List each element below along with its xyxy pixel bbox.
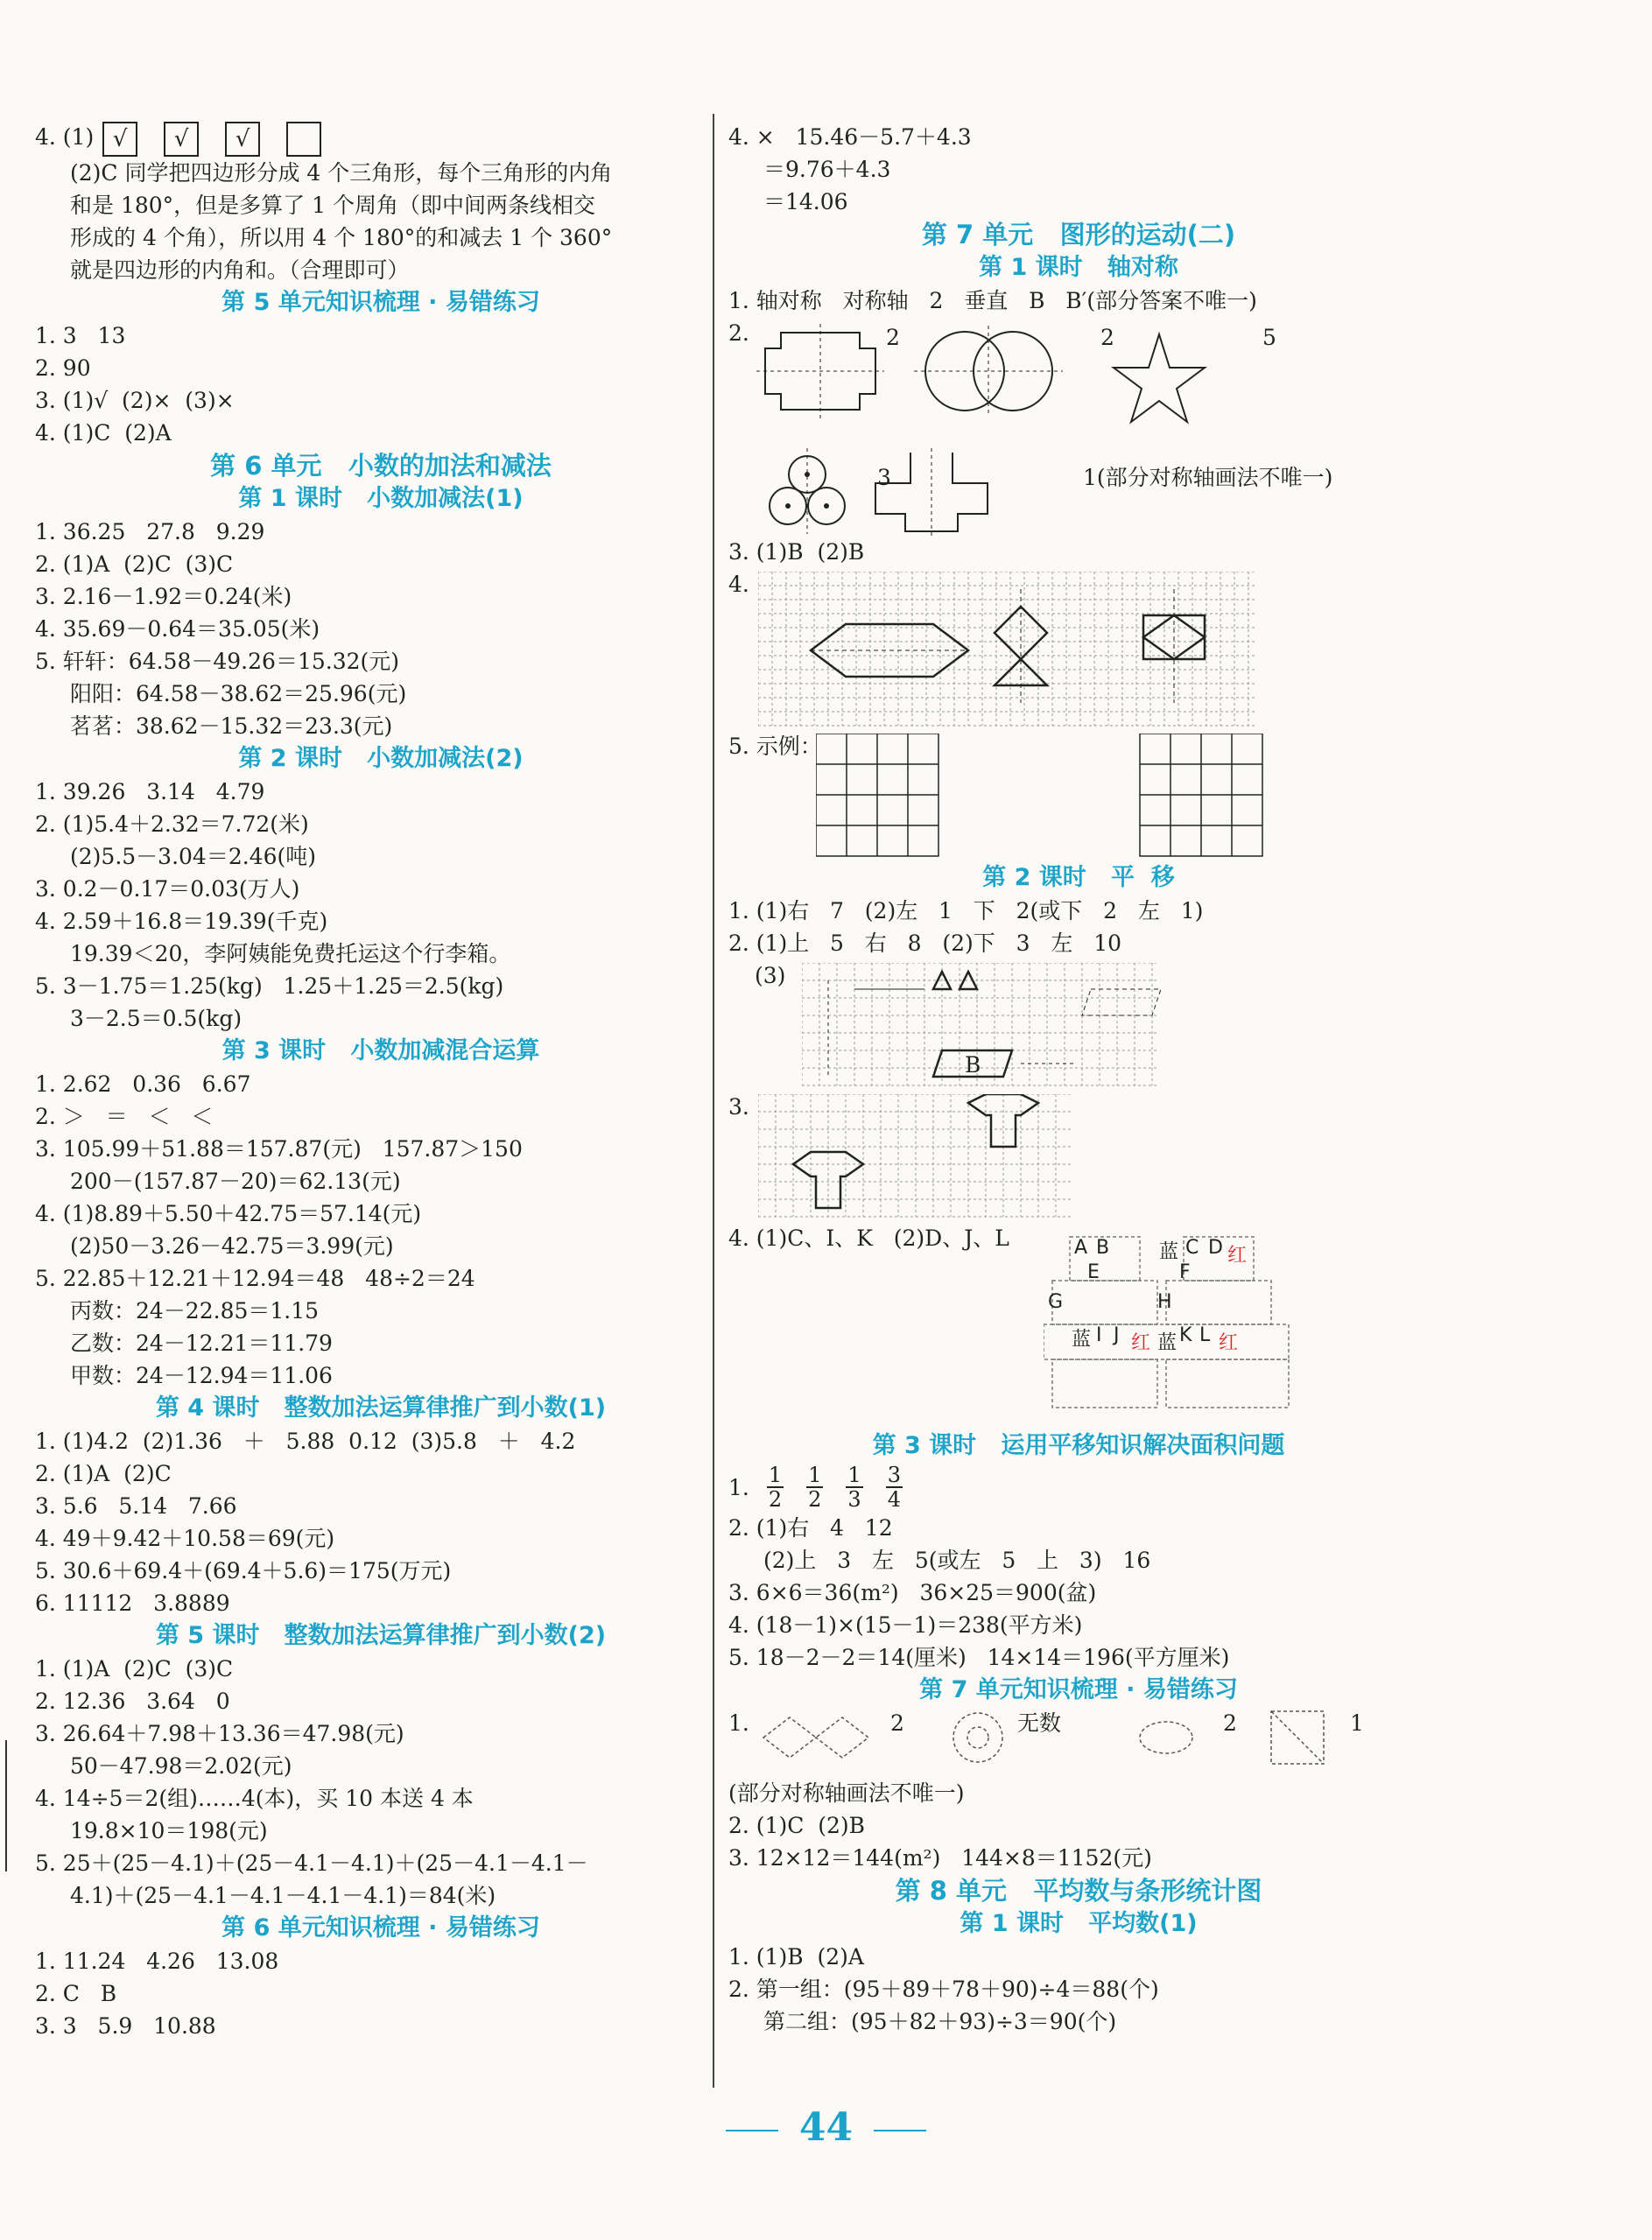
fraction [806,1464,823,1511]
answer-line: 4. (1)C (2)A [35,419,172,446]
answer-box: √ [102,122,137,157]
puzzle-cell-label: 红 [1219,1332,1239,1354]
answer-line: 丙数：24－22.85＝1.15 [70,1297,320,1324]
l1-q2-label: 2. [728,320,749,346]
answer-line: 1. 3 13 [35,322,126,348]
left-column [35,121,727,2042]
answer-line: (2)5.5－3.04＝2.46(吨) [70,843,317,869]
rv-q3: 3. 12×12＝144(m²) 144×8＝1152(元) [728,1845,1152,1871]
fractions [767,1464,925,1511]
r-item-4-step2: ＝9.76＋4.3 [763,157,891,182]
numerator: 1 [768,1463,783,1487]
puzzle-cell-label: 红 [1227,1245,1248,1267]
q2-3-label-b: B [965,1052,981,1078]
l-item-checkboxes [35,121,727,157]
puzzle-cell-label: 蓝 [1157,1332,1177,1354]
denominator: 2 [768,1487,783,1512]
answer-line: (2)C 同学把四边形分成 4 个三角形，每个三角形的内角 [70,159,613,186]
denominator: 2 [808,1487,822,1512]
r-item-4: 4. × 15.46－5.7＋4.3 [728,124,972,150]
answer-line: 2. 90 [35,355,91,381]
answer-line: 形成的 4 个角），所以用 4 个 180°的和减去 1 个 360° [70,224,613,250]
rv-count-2: 无数 [1017,1710,1062,1736]
answer-line: 19.8×10＝198(元) [70,1817,268,1843]
answer-line: 5. 轩轩：64.58－49.26＝15.32(元) [35,648,400,674]
puzzle-cell-label: 蓝 [1159,1241,1179,1263]
answer-line: 5. 30.6＋69.4＋(69.4＋5.6)＝175(万元) [35,1557,452,1583]
page-number-rule [874,2130,926,2131]
unit-8-heading: 第 8 单元 平均数与条形统计图 [895,1876,1262,1906]
answer-line: 2. C B [35,1980,117,2006]
puzzle-cell-label: I [1096,1324,1102,1346]
answer-line: 5. 22.85＋12.21＋12.94＝48 48÷2＝24 [35,1265,475,1291]
page-number-rule [726,2130,778,2131]
l1-q5-label: 5. 示例： [728,734,822,759]
denominator: 3 [847,1487,861,1512]
l1-q1: 1. 轴对称 对称轴 2 垂直 B B′(部分答案不唯一) [728,288,1257,313]
puzzle-cell-label: 蓝 [1072,1329,1092,1351]
answer-line: (2)50－3.26－42.75＝3.99(元) [70,1232,394,1259]
puzzle-cell-label: D [1208,1237,1223,1259]
grid-q4 [758,572,1257,727]
puzzle-cell-label: L [1199,1324,1211,1346]
l2-q2-3-figure [728,959,1429,1091]
answer-box [286,122,321,157]
puzzle-cell-label: F [1179,1261,1191,1283]
heading-heading: 第 6 单元知识梳理 · 易错练习 [221,1913,540,1942]
answer-line: 3. 3 5.9 10.88 [35,2012,216,2039]
grid-q3 [758,1094,1073,1218]
heading-heading: 第 5 单元知识梳理 · 易错练习 [221,288,540,316]
l3-q2b: (2)上 3 左 5(或左 5 上 3) 16 [763,1548,1151,1573]
puzzle-cell-label: J [1114,1324,1120,1346]
lesson-7-1-heading: 第 1 课时 轴对称 [979,254,1178,281]
denominator: 4 [887,1487,901,1512]
symmetry-shapes-svg [728,317,1429,536]
l1-q5-figure [728,730,1429,861]
answer-line: 和是 180°，但是多算了 1 个周角（即中间两条线相交 [70,192,595,218]
answer-line: 4. 2.59＋16.8＝19.39(千克) [35,908,328,934]
item-number: 4. (1) [35,124,95,150]
answer-line: 5. 25＋(25－4.1)＋(25－4.1－4.1)＋(25－4.1－4.1－ [35,1850,588,1876]
heading-heading: 第 3 课时 小数加减混合运算 [221,1036,540,1064]
count-4: 3 [877,465,891,490]
puzzle-cell-label: G [1048,1291,1064,1313]
count-1: 2 [886,325,900,350]
puzzle-cell-label: H [1157,1291,1172,1313]
l3-q4: 4. (18－1)×(15－1)＝238(平方米) [728,1612,1083,1638]
l2-q1: 1. (1)右 7 (2)左 1 下 2(或下 2 左 1) [728,898,1204,923]
rv-count-3: 2 [1223,1710,1237,1736]
answer-line: 3－2.5＝0.5(kg) [70,1005,243,1031]
r-item-4-step3: ＝14.06 [763,189,848,214]
answer-line: 1. 11.24 4.26 13.08 [35,1948,279,1974]
heading-heading: 第 1 课时 小数加减法(1) [238,484,524,512]
answer-line: 3. 0.2－0.17＝0.03(万人) [35,875,300,902]
answer-line: 茗茗：38.62－15.32＝23.3(元) [70,713,393,739]
u8-q2b: 第二组：(95＋82＋93)÷3＝90(个) [763,2009,1117,2034]
lesson-7-2-heading: 第 2 课时 平 移 [982,864,1175,891]
right-column [728,121,1429,2038]
lesson-8-1-heading: 第 1 课时 平均数(1) [960,1910,1198,1937]
count-3: 5 [1262,325,1276,350]
rv-q1-label: 1. [728,1710,749,1736]
l2-q4: 4. (1)C、I、K (2)D、J、L [728,1225,1009,1251]
unit-heading: 第 6 单元 小数的加法和减法 [210,450,552,481]
answer-line: 1. (1)A (2)C (3)C [35,1655,234,1682]
review-7-heading: 第 7 单元知识梳理 · 易错练习 [919,1676,1238,1703]
l2-q2-3-label: (3) [755,963,786,988]
q2-3-moved [1082,989,1161,1015]
answer-line: 就是四边形的内角和。（合理即可） [70,256,410,283]
l3-q3: 3. 6×6＝36(m²) 36×25＝900(盆) [728,1580,1097,1605]
l3-q2a: 2. (1)右 4 12 [728,1515,893,1541]
numerator: 3 [887,1463,901,1487]
heading-heading: 第 5 课时 整数加法运算律推广到小数(2) [155,1621,607,1649]
answer-line: 2. (1)5.4＋2.32＝7.72(米) [35,811,309,837]
answer-line: 3. 2.16－1.92＝0.24(米) [35,583,292,609]
u8-q2: 2. 第一组：(95＋89＋78＋90)÷4＝88(个) [728,1977,1159,2002]
rv-q1-figure [728,1707,1429,1777]
answer-line: 5. 3－1.75＝1.25(kg) 1.25＋1.25＝2.5(kg) [35,973,504,999]
answer-box: √ [225,122,260,157]
answer-line: 2. (1)A (2)C [35,1460,172,1486]
fraction [846,1464,862,1511]
answer-line: 4.1)＋(25－4.1－4.1－4.1－4.1)＝84(米) [70,1882,496,1908]
answer-line: 1. 2.62 0.36 6.67 [35,1071,251,1097]
answer-line: 阳阳：64.58－38.62＝25.96(元) [70,680,407,706]
puzzle-cell-label: B [1096,1237,1110,1259]
rv-q2: 2. (1)C (2)B [728,1813,866,1838]
page-number-text: 44 [798,2105,854,2150]
answer-line: 1. 36.25 27.8 9.29 [35,518,265,544]
puzzle-cell-label: A [1074,1237,1088,1259]
rv-count-1: 2 [890,1710,904,1736]
rv-note: (部分对称轴画法不唯一) [728,1780,965,1806]
numerator: 1 [847,1463,861,1487]
q5-grids [816,734,1341,858]
answer-line: 4. (1)8.89＋5.50＋42.75＝57.14(元) [35,1200,422,1226]
answer-line: 3. (1)√ (2)× (3)× [35,387,235,413]
answer-line: 3. 105.99＋51.88＝157.87(元) 157.87＞150 [35,1135,523,1162]
rv-count-4: 1 [1350,1710,1364,1736]
answer-line: 甲数：24－12.94＝11.06 [70,1362,333,1388]
answer-line: 200－(157.87－20)＝62.13(元) [70,1168,401,1194]
answer-line: 4. 14÷5＝2(组)……4(本)，买 10 本送 4 本 [35,1785,474,1811]
l3-q1 [728,1463,1429,1512]
count-5: 1(部分对称轴画法不唯一) [1083,465,1333,490]
answer-line: 4. 35.69－0.64＝35.05(米) [35,615,320,642]
l2-q3-figure [728,1091,1429,1222]
answer-line: 2. 12.36 3.64 0 [35,1688,230,1714]
answer-line: 19.39＜20，李阿姨能免费托运这个行李箱。 [70,940,511,966]
page-number [0,2105,1652,2150]
l1-q2-figures [728,317,1429,536]
count-2: 2 [1100,325,1114,350]
shape-star [1114,334,1205,422]
puzzle-cell-label: 红 [1131,1332,1151,1354]
heading-heading: 第 4 课时 整数加法运算律推广到小数(1) [155,1394,607,1422]
binding-mark [0,1740,7,1871]
puzzle-cell-label: E [1087,1261,1100,1283]
l2-q3-label: 3. [728,1094,749,1120]
grid-q2-3 [802,963,1161,1087]
lesson-7-3-heading: 第 3 课时 运用平移知识解决面积问题 [872,1432,1285,1459]
answer-line: 3. 5.6 5.14 7.66 [35,1492,237,1519]
answer-line: 1. 39.26 3.14 4.79 [35,778,265,804]
puzzle-cell-label: C [1185,1237,1199,1259]
answer-line: 乙数：24－12.21＝11.79 [70,1330,333,1356]
l1-q4-label: 4. [728,572,749,597]
answer-line: 6. 11112 3.8889 [35,1590,230,1616]
fraction [767,1464,784,1511]
l1-q4-figure [728,568,1429,730]
numerator: 1 [808,1463,822,1487]
answer-line: 2. ＞ ＝ ＜ ＜ [35,1103,214,1129]
answer-line: 4. 49＋9.42＋10.58＝69(元) [35,1525,335,1551]
unit-7-heading: 第 7 单元 图形的运动(二) [921,220,1236,249]
rv-shapes [755,1707,1402,1777]
l2-q2: 2. (1)上 5 右 8 (2)下 3 左 10 [728,930,1122,956]
answer-box: √ [164,122,199,157]
u8-q1: 1. (1)B (2)A [728,1944,864,1970]
l3-q1-label: 1. [728,1474,749,1500]
answer-line: 3. 26.64＋7.98＋13.36＝47.98(元) [35,1720,404,1746]
answer-line: 50－47.98＝2.02(元) [70,1752,292,1779]
l1-q3: 3. (1)B (2)B [728,539,865,565]
answer-line: 1. (1)4.2 (2)1.36 ＋ 5.88 0.12 (3)5.8 ＋ 4.2 [35,1428,576,1454]
puzzle-cell-label: K [1179,1324,1192,1346]
fraction [886,1464,903,1511]
answer-line: 2. (1)A (2)C (3)C [35,551,234,577]
heading-heading: 第 2 课时 小数加减法(2) [238,744,524,772]
l3-q5: 5. 18－2－2＝14(厘米) 14×14＝196(平方厘米) [728,1645,1230,1670]
